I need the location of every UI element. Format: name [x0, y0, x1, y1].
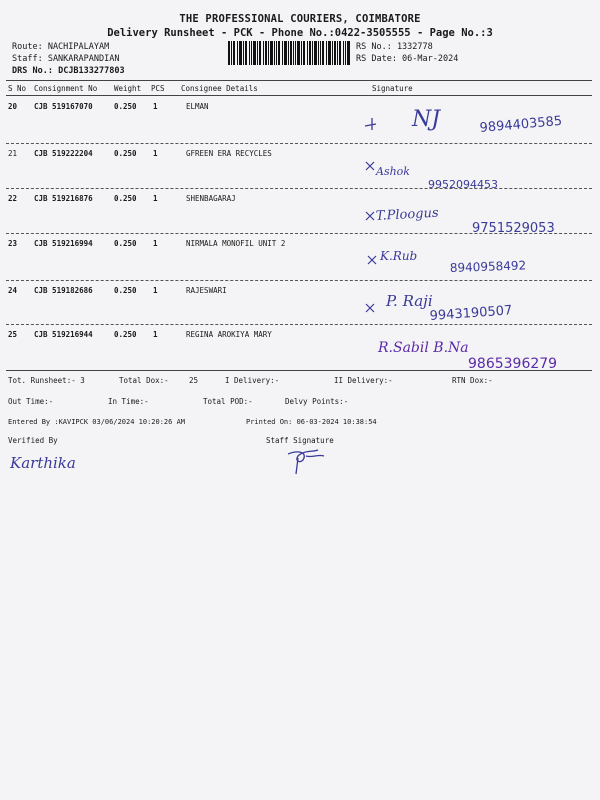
- in-time: In Time:-: [108, 397, 149, 406]
- barcode-image: [228, 41, 350, 65]
- drs-label: DRS No.:: [12, 66, 53, 76]
- out-time: Out Time:-: [8, 397, 54, 406]
- staff-text: Staff: SANKARAPANDIAN: [12, 54, 120, 64]
- col-header-consignment: Consignment No: [34, 84, 98, 93]
- printed-on: Printed On: 06-03-2024 10:38:54: [246, 418, 377, 426]
- row-sno: 21: [8, 149, 18, 158]
- row-signature: [360, 104, 590, 144]
- rtn-dox: RTN Dox:-: [452, 376, 493, 385]
- signature-phone: 9952094453: [428, 178, 498, 191]
- row-signature: [376, 334, 586, 374]
- row-pcs: 1: [153, 330, 158, 339]
- staff-signature-label: Staff Signature: [266, 436, 334, 445]
- signature-phone: 9943190507: [429, 303, 513, 324]
- row-consignee: REGINA AROKIYA MARY: [186, 330, 272, 339]
- row-consignment: CJB 519167070: [34, 102, 93, 111]
- total-dox-value: 25: [189, 376, 199, 385]
- i-delivery: I Delivery:-: [225, 376, 280, 385]
- total-dox-label: Total Dox:-: [119, 376, 169, 385]
- row-sno: 24: [8, 286, 18, 295]
- row-consignee: ELMAN: [186, 102, 209, 111]
- row-weight: 0.250: [114, 286, 137, 295]
- row-sno: 23: [8, 239, 18, 248]
- row-separator: [6, 280, 592, 281]
- row-separator: [6, 188, 592, 189]
- signature-phone: 8940958492: [449, 258, 527, 275]
- row-signature: [364, 286, 564, 326]
- row-weight: 0.250: [114, 330, 137, 339]
- row-pcs: 1: [153, 286, 158, 295]
- col-header-pcs: PCS: [151, 84, 165, 93]
- row-consignment: CJB 519216876: [34, 194, 93, 203]
- signature-phone: 9865396279: [468, 356, 558, 372]
- table-header-rule: [6, 95, 592, 96]
- drs-value: DCJB133277803: [58, 66, 125, 76]
- col-header-consignee: Consignee Details: [181, 84, 258, 93]
- row-weight: 0.250: [114, 149, 137, 158]
- row-sno: 25: [8, 330, 18, 339]
- row-separator: [6, 233, 592, 234]
- verified-by-label: Verified By: [8, 436, 58, 445]
- rs-date: RS Date: 06-Mar-2024: [356, 54, 459, 64]
- signature-phone: 9751529053: [472, 221, 555, 236]
- row-consignment: CJB 519222204: [34, 149, 93, 158]
- row-sno: 22: [8, 194, 18, 203]
- row-weight: 0.250: [114, 194, 137, 203]
- signature-text: Ashok: [376, 165, 410, 178]
- verified-signature: [8, 448, 98, 476]
- ii-delivery: II Delivery:-: [334, 376, 393, 385]
- total-pod: Total POD:-: [203, 397, 253, 406]
- row-consignment: CJB 519216994: [34, 239, 93, 248]
- signature-phone: 9894403585: [479, 113, 563, 136]
- row-weight: 0.250: [114, 102, 137, 111]
- route-text: Route: NACHIPALAYAM: [12, 42, 110, 52]
- drs-number: [12, 66, 125, 76]
- col-header-signature: Signature: [372, 84, 413, 93]
- row-pcs: 1: [153, 194, 158, 203]
- entered-by: Entered By :KAVIPCK 03/06/2024 10:20:26 AM: [8, 418, 186, 426]
- row-pcs: 1: [153, 149, 158, 158]
- col-header-sno: S No: [8, 84, 27, 93]
- delvy-points: Delvy Points:-: [285, 397, 349, 406]
- row-signature: [366, 242, 576, 278]
- signature-text: NJ: [412, 107, 441, 132]
- row-consignee: GFREEN ERA RECYCLES: [186, 149, 272, 158]
- signature-text: T.Ploogus: [375, 205, 439, 224]
- staff-signature-mark: [284, 446, 344, 478]
- table-bottom-rule: [6, 370, 592, 371]
- row-separator: [6, 324, 592, 325]
- row-consignee: NIRMALA MONOFIL UNIT 2: [186, 239, 286, 248]
- signature-text: R.Sabil B.Na: [378, 340, 469, 356]
- table-top-rule: [6, 80, 592, 81]
- verified-signature-text: Karthika: [10, 454, 76, 472]
- tot-runsheet: Tot. Runsheet:- 3: [8, 376, 85, 385]
- row-consignment: CJB 519216944: [34, 330, 93, 339]
- row-separator: [6, 143, 592, 144]
- rs-number: RS No.: 1332778: [356, 42, 433, 52]
- row-pcs: 1: [153, 239, 158, 248]
- row-consignee: RAJESWARI: [186, 286, 227, 295]
- row-consignment: CJB 519182686: [34, 286, 93, 295]
- col-header-weight: Weight: [114, 84, 142, 93]
- signature-text: P. Raji: [386, 292, 433, 310]
- document-title: THE PROFESSIONAL COURIERS, COIMBATORE: [179, 13, 421, 25]
- document-subtitle: Delivery Runsheet - PCK - Phone No.:0422-3505555 - Page No.:3: [107, 27, 493, 39]
- row-consignee: SHENBAGARAJ: [186, 194, 236, 203]
- row-weight: 0.250: [114, 239, 137, 248]
- row-pcs: 1: [153, 102, 158, 111]
- row-sno: 20: [8, 102, 18, 111]
- signature-text: K.Rub: [380, 249, 418, 263]
